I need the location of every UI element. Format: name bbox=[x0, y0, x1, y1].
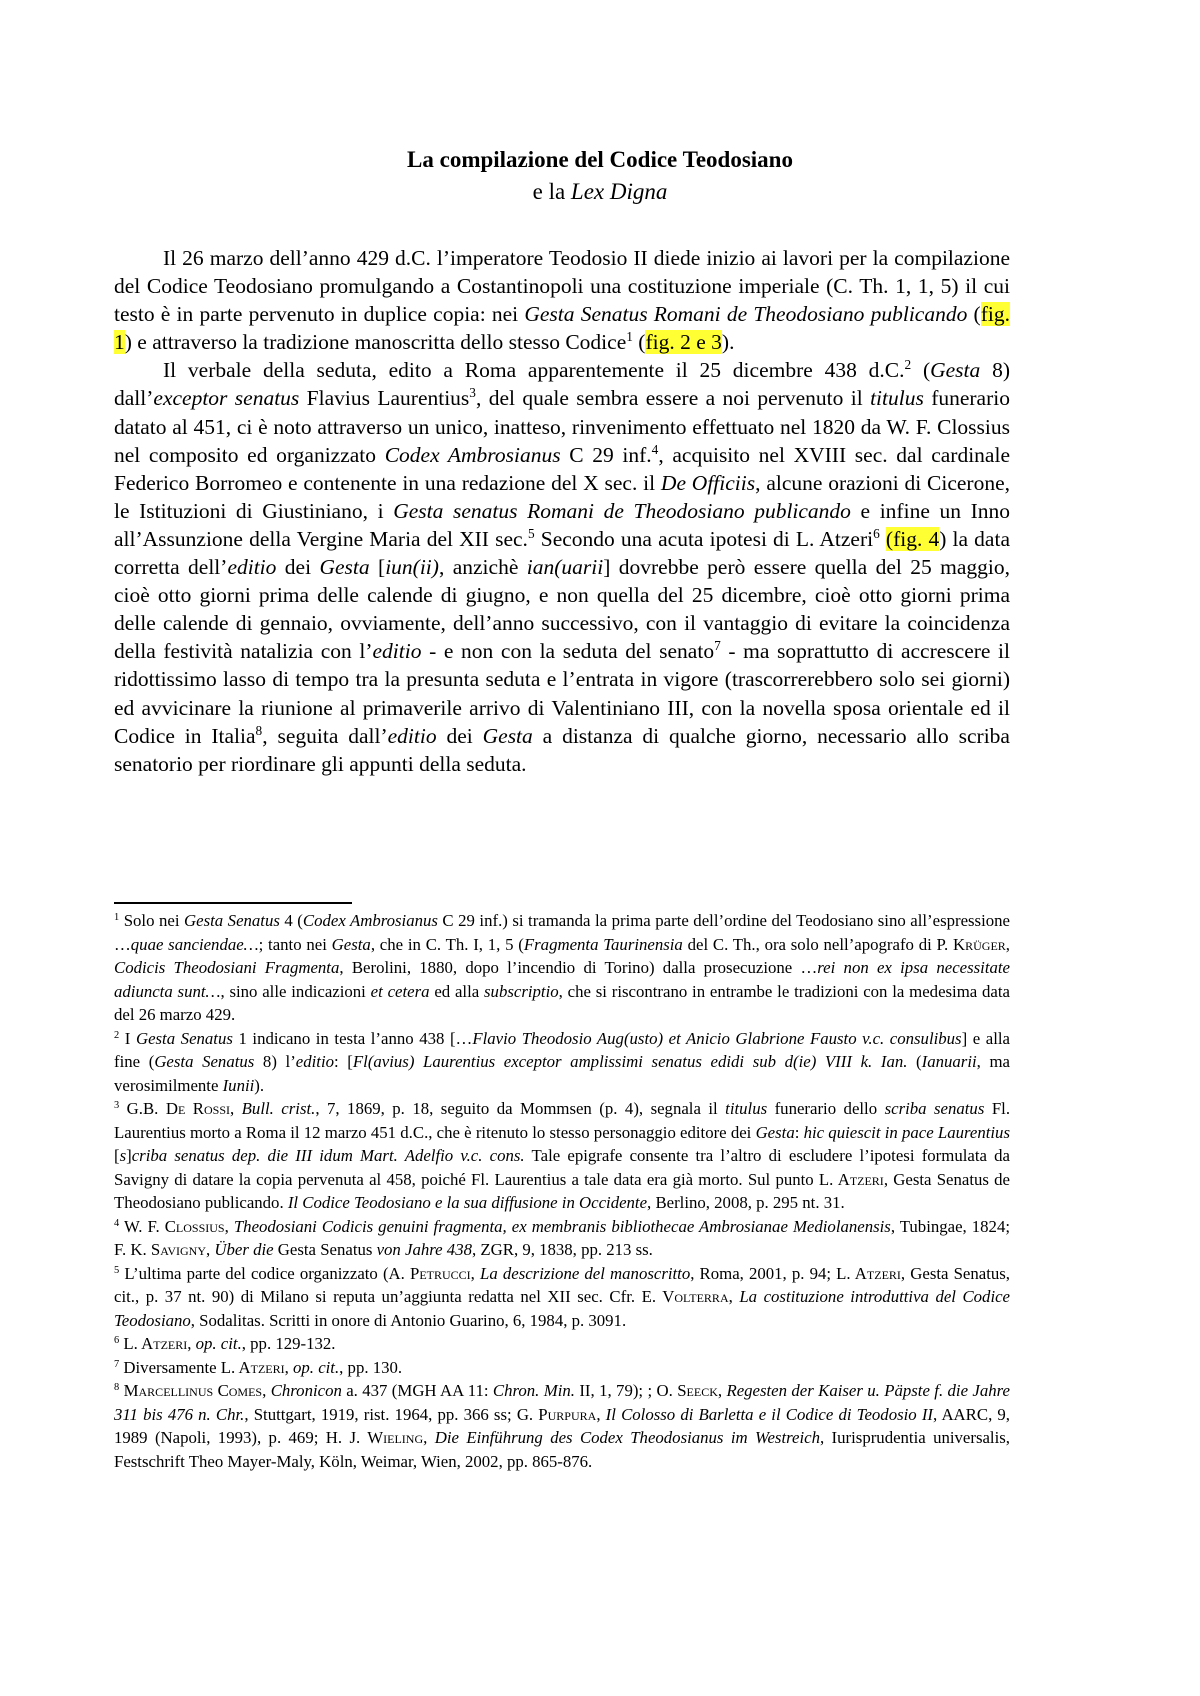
text-italic: editio bbox=[372, 639, 422, 664]
text: , Roma, 2001, p. 94; L. A bbox=[690, 1263, 867, 1283]
text-italic: von Jahre 438 bbox=[376, 1240, 472, 1259]
footnote-ref-6[interactable]: 6 bbox=[873, 525, 880, 541]
text-italic: Codex Ambrosianus bbox=[302, 911, 438, 930]
text: L. A bbox=[119, 1334, 154, 1353]
text-smallcaps: omes bbox=[228, 1381, 263, 1400]
footnote-ref-7[interactable]: 7 bbox=[714, 638, 721, 654]
text-italic: Regesten der Kaiser u. Päpste f. die Jahre 311 bis 476 n. Chr. bbox=[114, 1381, 1010, 1424]
text: , bbox=[187, 1334, 196, 1353]
text: - e non con la seduta del senato bbox=[421, 639, 715, 664]
text: ] bbox=[126, 1146, 132, 1165]
text: ). bbox=[254, 1075, 265, 1095]
footnote-number: 4 bbox=[114, 1217, 120, 1229]
footnote-ref-3[interactable]: 3 bbox=[469, 385, 476, 401]
main-body-text bbox=[114, 244, 1010, 778]
text-smallcaps: tzeri bbox=[250, 1357, 285, 1377]
footnote-number: 6 bbox=[114, 1334, 120, 1346]
footnote-number: 3 bbox=[114, 1099, 120, 1111]
text: ; tanto nei bbox=[258, 934, 332, 954]
text: , bbox=[224, 1216, 234, 1236]
text: , sino alle indicazioni bbox=[220, 981, 371, 1001]
figure-ref-2-3[interactable]: fig. 2 e 3 bbox=[645, 330, 722, 355]
text-italic: Gesta Senatus bbox=[154, 1052, 255, 1071]
text-italic: Gesta bbox=[319, 555, 370, 580]
text-italic: Il Codice Teodosiano e la sua diffusione in Occidente bbox=[287, 1193, 648, 1212]
text-smallcaps: eeck bbox=[686, 1381, 718, 1400]
text-italic: criba senatus dep. die III idum Mart. Adelfio v.c. cons. bbox=[131, 1146, 525, 1165]
footnote-number: 7 bbox=[114, 1358, 120, 1370]
text-italic: Fragmenta Taurinensia bbox=[523, 934, 683, 954]
text-italic: quae sanciendae… bbox=[130, 934, 259, 954]
text: , pp. 130. bbox=[339, 1357, 403, 1377]
text: L’ultima parte del codice organizzato (A. P bbox=[119, 1263, 420, 1283]
text: , alcune orazioni di Cicerone, le Istituzioni di Giustiniano, i bbox=[114, 470, 1011, 523]
text: , seguita dall’ bbox=[262, 723, 388, 748]
footnote-7 bbox=[114, 1356, 1010, 1380]
text-italic: scriba senatus bbox=[884, 1099, 985, 1118]
text-italic: Gesta bbox=[755, 1122, 795, 1142]
text: , Gesta Senatus de Theodosiano publicando. bbox=[114, 1169, 1010, 1212]
text-smallcaps: urpura bbox=[547, 1404, 597, 1424]
text: Tale epigrafe consente tra l’altro di escludere l’ipotesi formulata da Savigny di datare la copia pervenuta al 458, poiché Fl. Laurentius a tale data era già morto. Sul punto L. A bbox=[114, 1146, 1010, 1189]
text-italic: Chron. Min. bbox=[492, 1381, 575, 1400]
text-smallcaps: e bbox=[177, 1099, 193, 1118]
text: Secondo una acuta ipotesi di L. Atzeri bbox=[534, 526, 874, 551]
text: , bbox=[262, 1381, 271, 1400]
figure-ref-4[interactable]: (fig. 4 bbox=[885, 526, 940, 551]
text-italic: op. cit. bbox=[195, 1334, 242, 1353]
text-italic: Codex Ambrosianus bbox=[384, 442, 561, 467]
text: Gesta Senatus bbox=[273, 1240, 377, 1259]
text-italic: titulus bbox=[725, 1099, 768, 1118]
text: , bbox=[284, 1357, 294, 1377]
text-smallcaps: avigny bbox=[160, 1240, 207, 1259]
text: , del quale sembra essere a noi pervenuto il bbox=[475, 386, 871, 411]
text: , Gesta Senatus, cit., p. 37 nt. 90) di Milano si reputa un’aggiunta redatta nel XII sec. Cfr. E. V bbox=[114, 1263, 1010, 1306]
text: R bbox=[192, 1099, 204, 1118]
text: II, 1, 79); ; O. S bbox=[574, 1381, 687, 1400]
text: , bbox=[728, 1287, 740, 1306]
text-italic: et cetera bbox=[370, 981, 430, 1001]
text-italic: iun(ii) bbox=[385, 555, 439, 580]
text-smallcaps: ossi bbox=[203, 1099, 230, 1118]
text: dei bbox=[276, 555, 320, 580]
title-lex-digna: Lex Digna bbox=[570, 179, 668, 204]
text-italic: Flavio Theodosio Aug(usto) et Anicio Glabrione Fausto v.c. consulibus bbox=[472, 1028, 962, 1048]
text-italic: Gesta bbox=[331, 934, 371, 954]
text-smallcaps: rüger bbox=[965, 934, 1006, 954]
text: C bbox=[217, 1381, 229, 1400]
text-italic: subscriptio bbox=[484, 981, 559, 1001]
footnote-2 bbox=[114, 1027, 1010, 1098]
text-italic: rei non ex ipsa necessitate adiuncta sunt… bbox=[114, 958, 1011, 1001]
text-italic: Theodosiani Codicis genuini fragmenta, ex membranis bibliothecae Ambrosianae Mediolanensis bbox=[233, 1216, 891, 1236]
text: Il verbale della seduta, edito a Roma apparentemente il 25 dicembre 438 d.C. bbox=[163, 358, 905, 383]
text-italic: Gesta Senatus Romani de Theodosiano publicando bbox=[524, 302, 968, 327]
text-smallcaps: tzeri bbox=[153, 1334, 188, 1353]
footnote-number: 2 bbox=[114, 1029, 120, 1041]
text bbox=[880, 527, 886, 551]
text: ] e alla fine ( bbox=[114, 1028, 1011, 1071]
text: I bbox=[119, 1028, 136, 1048]
text: 1 indicano in testa l’anno 438 [… bbox=[232, 1028, 473, 1048]
text-italic: Fl(avius) Laurentius exceptor amplissimi senatus edidi sub d(ie) VIII k. Ian. bbox=[352, 1052, 908, 1071]
text-italic: Über die bbox=[214, 1240, 274, 1259]
text: ( bbox=[911, 358, 931, 383]
text: , bbox=[423, 1428, 435, 1447]
text: ed alla bbox=[429, 981, 485, 1001]
text: Fl. Laurentius morto a Roma il 12 marzo 451 d.C., che è ritenuto lo stesso personaggio editore dei bbox=[114, 1099, 1011, 1142]
text-smallcaps: ieling bbox=[383, 1428, 424, 1447]
text: , ZGR, 9, 1838, pp. 213 ss. bbox=[471, 1240, 653, 1259]
footnote-5 bbox=[114, 1262, 1010, 1333]
text-smallcaps: tzeri bbox=[849, 1169, 884, 1189]
paragraph-1 bbox=[114, 244, 1010, 356]
text: , anzichè bbox=[438, 555, 527, 580]
text-italic: Gesta senatus Romani de Theodosiano publicando bbox=[393, 498, 851, 523]
title-line-1: La compilazione del Codice Teodosiano bbox=[407, 147, 793, 172]
text: , Stuttgart, 1919, rist. 1964, pp. 366 ss; G. P bbox=[244, 1404, 548, 1424]
text: , bbox=[717, 1381, 727, 1400]
text: , bbox=[230, 1099, 242, 1118]
text: , bbox=[470, 1263, 480, 1283]
text: , che si riscontrano in entrambe le tradizioni con la medesima data del 26 marzo 429. bbox=[114, 981, 1010, 1024]
footnote-ref-5[interactable]: 5 bbox=[527, 525, 535, 541]
title-line-2 bbox=[0, 176, 1200, 208]
footnote-number: 1 bbox=[114, 911, 120, 923]
text-italic: La costituzione introduttiva del Codice Teodosiano bbox=[114, 1287, 1011, 1330]
text: ( bbox=[632, 330, 646, 355]
text: a. 437 (MGH AA 11: bbox=[341, 1381, 493, 1400]
text: funerario dello bbox=[767, 1099, 885, 1118]
text: , Sodalitas. Scritti in onore di Antonio Guarino, 6, 1984, p. 3091. bbox=[190, 1310, 627, 1330]
text: , Berolini, 1880, dopo l’incendio di Torino) dalla prosecuzione … bbox=[339, 958, 818, 977]
footnote-separator bbox=[114, 902, 352, 904]
text-italic: exceptor senatus bbox=[153, 386, 300, 411]
text: M bbox=[119, 1381, 139, 1400]
text-italic: s bbox=[119, 1146, 127, 1165]
footnote-1 bbox=[114, 909, 1010, 1027]
text: , 7, 1869, p. 18, seguito da Mommsen (p. 4), segnala il bbox=[315, 1099, 726, 1118]
text-italic: Die Einführung des Codex Theodosianus im Westreich bbox=[434, 1428, 820, 1447]
text: [ bbox=[369, 555, 386, 580]
text: Solo nei bbox=[119, 911, 185, 930]
text: ) la data corretta dell’ bbox=[114, 526, 1010, 580]
text-italic: editio bbox=[295, 1052, 335, 1071]
text-italic: editio bbox=[387, 723, 437, 748]
footnote-ref-8[interactable]: 8 bbox=[255, 722, 263, 738]
text-italic: titulus bbox=[870, 386, 924, 411]
text-italic: Codicis Theodosiani Fragmenta bbox=[114, 958, 340, 977]
text: W. F. C bbox=[119, 1216, 176, 1236]
text-italic: Chronicon bbox=[270, 1381, 342, 1400]
text: , Berlino, 2008, p. 295 nt. 31. bbox=[647, 1193, 845, 1212]
footnote-3 bbox=[114, 1097, 1010, 1215]
footnote-number: 8 bbox=[114, 1381, 120, 1393]
text: , Iurisprudentia universalis, Festschrift Theo Mayer-Maly, Köln, Weimar, Wien, 2002, pp. 865-876. bbox=[114, 1428, 1010, 1471]
text: ( bbox=[907, 1052, 922, 1071]
footnote-ref-1[interactable]: 1 bbox=[626, 329, 633, 345]
text-italic: hic quiescit in pace Laurentius bbox=[803, 1122, 1010, 1142]
title-line-2-prefix: e la bbox=[532, 179, 571, 204]
footnote-4 bbox=[114, 1215, 1010, 1262]
text: ( bbox=[967, 302, 981, 327]
text: Flavius Laurentius bbox=[299, 386, 470, 411]
text: ] dovrebbe però essere quella del 25 maggio, cioè otto giorni prima delle calende di giugno, e non quella del 25 dicembre, cioè otto giorni prima delle calende di gennaio, ovviamente, dell’anno successivo, con il vantaggio di evitare la coincidenza della festività natalizia con l’ bbox=[114, 555, 1010, 664]
text-italic: Gesta bbox=[482, 723, 533, 748]
text: dei bbox=[436, 723, 483, 748]
text-italic: op. cit. bbox=[293, 1357, 340, 1377]
figure-ref-1[interactable]: fig. 1 bbox=[114, 302, 1010, 355]
footnote-ref-4[interactable]: 4 bbox=[651, 441, 659, 457]
text: 4 ( bbox=[279, 911, 303, 930]
text: funerario datato al 451, ci è noto attraverso un unico, inatteso, rinvenimento effettuato nel 1820 da W. F. Clossius nel composito ed organizzato bbox=[114, 386, 1010, 467]
footnote-6 bbox=[114, 1332, 1010, 1356]
text: , AARC, 9, 1989 (Napoli, 1993), p. 469; H. J. W bbox=[114, 1404, 1011, 1447]
document-title bbox=[0, 144, 1200, 208]
text: C 29 inf.) si tramanda la prima parte dell’ordine del Teodosiano sino all’espressione … bbox=[114, 911, 1010, 954]
text: , bbox=[206, 1240, 215, 1259]
text: Il 26 marzo dell’anno 429 d.C. l’imperatore Teodosio II diede inizio ai lavori per la compilazione del Codice Teodosiano promulgando a Costantinopoli una costituzione imperiale (C. Th. 1, 1, 5) il cui testo è in parte pervenuto in duplice copia: nei bbox=[114, 246, 1010, 327]
text: : bbox=[794, 1122, 804, 1142]
footnote-number: 5 bbox=[114, 1264, 120, 1276]
text: - ma soprattutto di accrescere il ridottissimo lasso di tempo tra la presunta seduta e l’entrata in vigore (trascorrerebbero solo sei giorni) ed avvicinare la riunione al primaverile arrivo di Valentiniano III, con la novella sposa orientale ed il Codice in Italia bbox=[114, 639, 1011, 748]
text: : [ bbox=[334, 1052, 353, 1071]
text-smallcaps: olterra bbox=[674, 1287, 729, 1306]
footnote-8 bbox=[114, 1379, 1010, 1473]
text-italic: Gesta Senatus bbox=[135, 1028, 233, 1048]
paragraph-2 bbox=[114, 356, 1010, 777]
text: , ma verosimilmente bbox=[114, 1052, 1010, 1095]
text: [ bbox=[114, 1146, 120, 1165]
footnotes bbox=[114, 909, 1010, 1473]
text: ) e attraverso la tradizione manoscritta dello stesso Codice bbox=[124, 330, 627, 355]
text: , pp. 129-132. bbox=[241, 1334, 336, 1353]
text-italic: editio bbox=[227, 555, 277, 580]
text-italic: La descrizione del manoscritto bbox=[480, 1263, 691, 1283]
text: , bbox=[1005, 934, 1010, 954]
text: 8) dall’ bbox=[114, 358, 1010, 411]
text: del C. Th., ora solo nell’apografo di P. K bbox=[682, 934, 966, 954]
footnote-ref-2[interactable]: 2 bbox=[904, 357, 912, 373]
text-italic: De Officiis bbox=[660, 470, 756, 495]
text-italic: Il Colosso di Barletta e il Codice di Teodosio II bbox=[605, 1404, 934, 1424]
text: 8) l’ bbox=[254, 1052, 296, 1071]
text: e infine un Inno all’Assunzione della Vergine Maria del XII sec. bbox=[114, 498, 1010, 551]
text-italic: Ianuarii bbox=[921, 1052, 977, 1071]
text-smallcaps: arcellinus bbox=[138, 1381, 218, 1400]
text: a distanza di qualche giorno, necessario allo scriba senatorio per riordinare gli appunti della seduta. bbox=[114, 723, 1010, 776]
text: , Tubingae, 1824; F. K. S bbox=[114, 1216, 1011, 1259]
text: , acquisito nel XVIII sec. dal cardinale Federico Borromeo e contenente in una redazione del X sec. il bbox=[114, 442, 1010, 495]
text-smallcaps: lossius bbox=[175, 1216, 225, 1236]
text-smallcaps: tzeri bbox=[866, 1263, 901, 1283]
text: , bbox=[596, 1404, 606, 1424]
text-italic: Iunii bbox=[222, 1075, 255, 1095]
text-smallcaps: etrucci bbox=[419, 1263, 471, 1283]
text-italic: Bull. crist. bbox=[241, 1099, 316, 1118]
text: , che in C. Th. I, 1, 5 ( bbox=[370, 934, 524, 954]
text: ). bbox=[721, 330, 735, 355]
text-italic: Gesta bbox=[930, 358, 981, 383]
text-italic: Gesta Senatus bbox=[184, 911, 280, 930]
text: Diversamente L. A bbox=[119, 1357, 251, 1377]
text-italic: ian(uarii bbox=[526, 555, 604, 580]
text: C 29 inf. bbox=[560, 442, 652, 467]
text: G.B. D bbox=[119, 1099, 178, 1118]
